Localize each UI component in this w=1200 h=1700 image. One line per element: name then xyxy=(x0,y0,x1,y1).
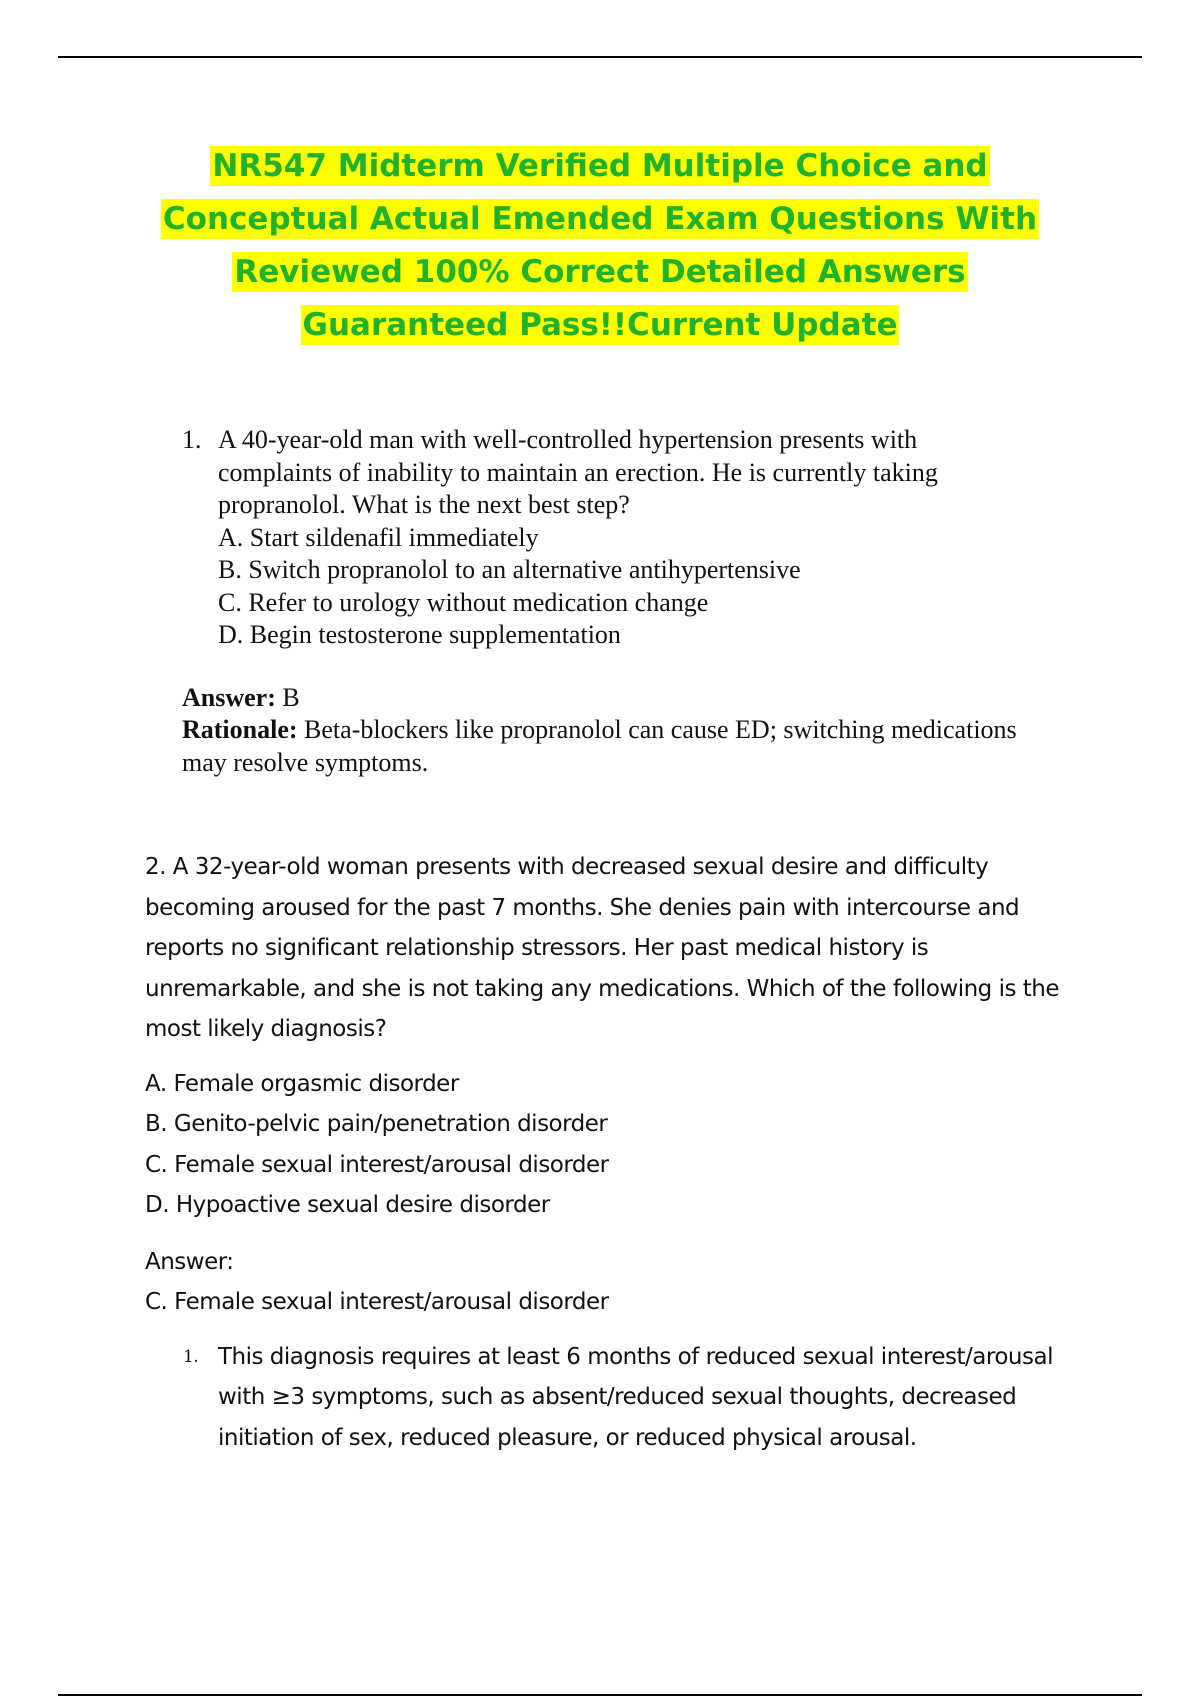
question-2-rationale-line: initiation of sex, reduced pleasure, or reduced physical arousal. xyxy=(218,1424,917,1451)
question-1-stem-line: A 40-year-old man with well-controlled hypertension presents with xyxy=(218,425,918,454)
question-1-option-c: C. Refer to urology without medication change xyxy=(218,587,709,617)
question-1-option-d: D. Begin testosterone supplementation xyxy=(218,620,621,649)
question-1-answer-block xyxy=(182,682,1122,780)
question-1-answer xyxy=(182,682,1122,715)
question-2-stem-line: becoming aroused for the past 7 months. She denies pain with intercourse and xyxy=(145,894,1020,921)
question-2-rationale-line: This diagnosis requires at least 6 months of reduced sexual interest/arousal xyxy=(218,1343,1053,1370)
footer-rule xyxy=(58,1694,1142,1696)
title-line: NR547 Midterm Verified Multiple Choice and xyxy=(212,148,988,184)
question-1-option-b: B. Switch propranolol to an alternative antihypertensive xyxy=(218,555,801,584)
question-2-answer-label: Answer: xyxy=(145,1248,234,1275)
question-1-number: 1. xyxy=(182,425,202,454)
question-2-answer-block xyxy=(145,1242,1125,1323)
answer-value: B xyxy=(275,682,300,712)
question-1-option-a: A. Start sildenafil immediately xyxy=(218,522,539,552)
title-line: Reviewed 100% Correct Detailed Answers xyxy=(234,254,966,290)
question-1 xyxy=(182,424,1122,779)
document-title xyxy=(60,140,1140,352)
question-2-stem xyxy=(145,847,1125,1050)
answer-label: Answer: xyxy=(182,682,276,712)
question-1-rationale-line: may resolve symptoms. xyxy=(182,747,429,777)
question-1-stem-line: complaints of inability to maintain an erection. He is currently taking xyxy=(218,457,938,487)
rationale-label: Rationale: xyxy=(182,715,298,744)
question-2-option-d: D. Hypoactive sexual desire disorder xyxy=(145,1192,550,1218)
question-1-stem-line: propranolol. What is the next best step? xyxy=(218,490,630,519)
question-2 xyxy=(145,847,1125,1458)
question-2-rationale-line: with ≥3 symptoms, such as absent/reduced sexual thoughts, decreased xyxy=(218,1384,1017,1410)
question-1-rationale xyxy=(182,714,1122,747)
question-2-options xyxy=(145,1064,1125,1226)
title-line: Guaranteed Pass!!Current Update xyxy=(302,307,898,343)
question-2-stem-line: unremarkable, and she is not taking any medications. Which of the following is the xyxy=(145,975,1060,1002)
question-2-answer-value: C. Female sexual interest/arousal disorder xyxy=(145,1289,609,1315)
question-2-stem-line: 2. A 32-year-old woman presents with decreased sexual desire and difficulty xyxy=(145,854,989,880)
question-1-stem xyxy=(182,424,1122,652)
question-2-option-c: C. Female sexual interest/arousal disorder xyxy=(145,1151,609,1178)
header-rule xyxy=(58,56,1142,58)
question-2-stem-line: most likely diagnosis? xyxy=(145,1016,387,1042)
question-2-rationale xyxy=(145,1337,1125,1459)
title-line: Conceptual Actual Emended Exam Questions With xyxy=(162,201,1038,237)
question-2-option-b: B. Genito-pelvic pain/penetration disorder xyxy=(145,1111,608,1137)
question-2-stem-line: reports no significant relationship stressors. Her past medical history is xyxy=(145,935,929,961)
rationale-list-number: 1. xyxy=(183,1346,199,1367)
question-2-option-a: A. Female orgasmic disorder xyxy=(145,1070,459,1097)
rationale-text: Beta-blockers like propranolol can cause ED; switching medications xyxy=(297,715,1017,744)
